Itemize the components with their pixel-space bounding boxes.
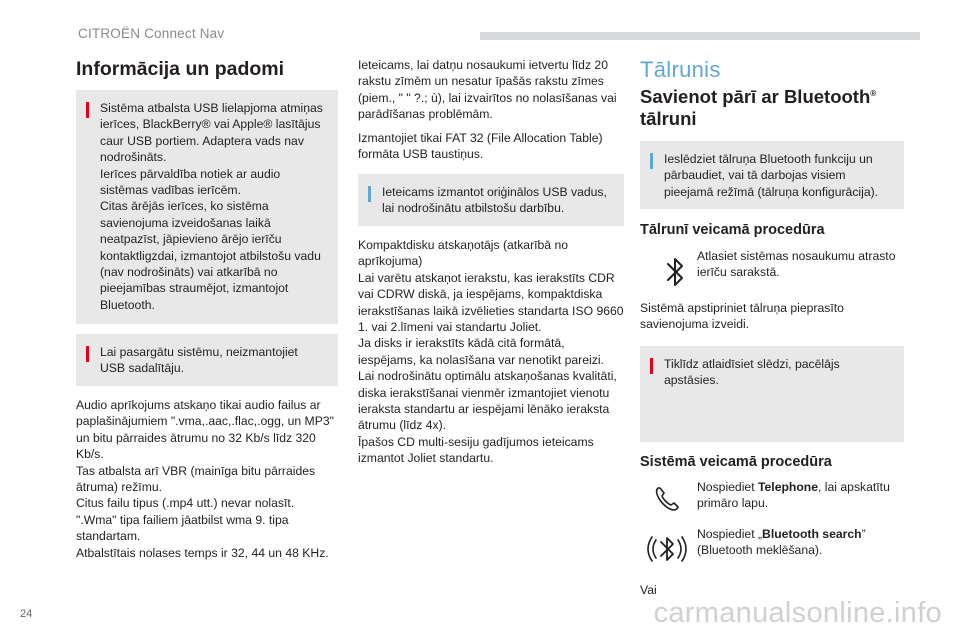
filename-text: Ieteicams, lai datņu nosaukumi ietvertu līdz 20 rakstu zīmēm un nesatur īpašās rakstu zīmes (piem., " " ?.; ù), lai izvairītos no nolasīšanas vai parādīšanas problēmām.: [358, 58, 617, 122]
info-text-usb-cable: Ieteicams izmantot oriģinālos USB vadus, lai nodrošinātu atbilstošu darbību.: [382, 185, 607, 216]
phone-handset-icon: [648, 480, 686, 518]
step1-bold: Telephone: [757, 480, 819, 494]
step1-pre: Nospiediet: [697, 480, 758, 494]
section-heading-info: Informācija un padomi: [76, 58, 285, 80]
page-number: 24: [20, 608, 33, 620]
system-step-2: [697, 526, 902, 559]
subtitle-line-a: Savienot pārī ar Bluetooth: [640, 86, 871, 107]
info-bar: [650, 153, 653, 169]
warning-bar: [86, 346, 89, 362]
registered-mark: ®: [870, 88, 877, 98]
warning-text-switch: Tiklīdz atlaidīsiet slēdzi, pacēlājs apstāsies.: [664, 357, 840, 388]
watermark: carmanualsonline.info: [653, 597, 942, 629]
step1-post: , lai apskatītu primāro lapu.: [697, 480, 890, 511]
warning-bar: [650, 358, 653, 374]
step2-post: ” (Bluetooth meklēšana).: [697, 527, 866, 558]
warning-bar: [86, 102, 89, 118]
warning-text-hub: Lai pasargātu sistēmu, neizmantojiet USB sadalītāju.: [100, 345, 298, 376]
header-title: CITROËN Connect Nav: [78, 26, 225, 41]
confirm-text: Sistēmā apstipriniet tālruņa pieprasīto savienojuma izveidi.: [640, 301, 844, 332]
step2-bold: Bluetooth search: [762, 527, 862, 541]
bluetooth-search-icon: [646, 528, 688, 570]
info-bar: [368, 186, 371, 202]
phone-step-text: Atlasiet sistēmas nosaukumu atrasto ierīču sarakstā.: [697, 249, 896, 280]
warning-text-usb: Sistēma atbalsta USB lielapjoma atmiņas ierīces, BlackBerry® vai Apple® lasītājus caur USB portiem. Adaptera vads nav nodrošināts. Ierīces pārvaldība notiek ar audio sistēmas vadības ierīcēm. Citas ārējās ierīces, ko sistēma savienojuma izveidošanas laikā neatpazīst, jāpievieno ārējo ierīču kontaktligzdai, izmantojot atbilstošu vadu (nav nodrošināts) vai atkarībā no pieejamības straumējot, izmantojot Bluetooth.: [100, 101, 323, 312]
info-box-usb-cable: [358, 174, 624, 226]
cd-player-text: Kompaktdisku atskaņotājs (atkarībā no aprīkojuma) Lai varētu atskaņot ierakstu, kas ierakstīts CDR vai CDRW diskā, ja iespējams, kompaktdiska ierakstīšanas laikā izvēlieties standarta ISO 9660 1. vai 2.līmeni vai standartu Joliet. Ja disks ir ierakstīts kādā citā formātā, iespējams, ka nolasīšana var nenotikt pareizi. Lai nodrošinātu optimālu atskaņošanas kvalitāti, diska ierakstīšanai vienmēr izmantojiet vienotu ieraksta standartu ar iespējami lēnāko ieraksta ātrumu (līdz 4x). Īpašos CD multi-sesiju gadījumos ieteicams izmantot Joliet standartu.: [358, 238, 624, 466]
info-box-bluetooth: [640, 141, 904, 209]
step2-pre: Nospiediet „: [697, 527, 763, 541]
bluetooth-icon: [660, 254, 690, 290]
heading-system-procedure: Sistēmā veicamā procedūra: [640, 454, 832, 470]
subtitle-line-b: tālruni: [640, 108, 697, 129]
subtitle-bluetooth-pairing: [640, 86, 904, 130]
or-text: Vai: [640, 583, 657, 597]
section-title-phone: Tālrunis: [640, 57, 721, 82]
fat32-text: Izmantojiet tikai FAT 32 (File Allocation Table) formāta USB taustiņus.: [358, 131, 603, 162]
warning-box-usb: [76, 90, 338, 324]
audio-formats-text: Audio aprīkojums atskaņo tikai audio failus ar paplašinājumiem ".vma,.aac,.flac,.ogg, un MP3" un bitu pārraides ātrumu no 32 Kb/s līdz 320 Kb/s. Tas atbalsta arī VBR (mainīga bitu pārraides ātruma) režīmu. Citus failu tipus (.mp4 utt.) nevar nolasīt. ".Wma" tipa failiem jāatbilst wma 9. tipa standartam. Atbalstītais nolases temps ir 32, 44 un 48 KHz.: [76, 398, 334, 560]
warning-box-hub: [76, 334, 338, 386]
info-text-bluetooth: Ieslēdziet tālruņa Bluetooth funkciju un pārbaudiet, vai tā darbojas visiem pieejamā režīmā (tālruņa konfigurācija).: [664, 152, 879, 199]
system-step-1: [697, 479, 902, 512]
header-bar: [480, 32, 920, 40]
heading-phone-procedure: Tālrunī veicamā procedūra: [640, 222, 825, 238]
warning-box-switch: [640, 346, 904, 442]
